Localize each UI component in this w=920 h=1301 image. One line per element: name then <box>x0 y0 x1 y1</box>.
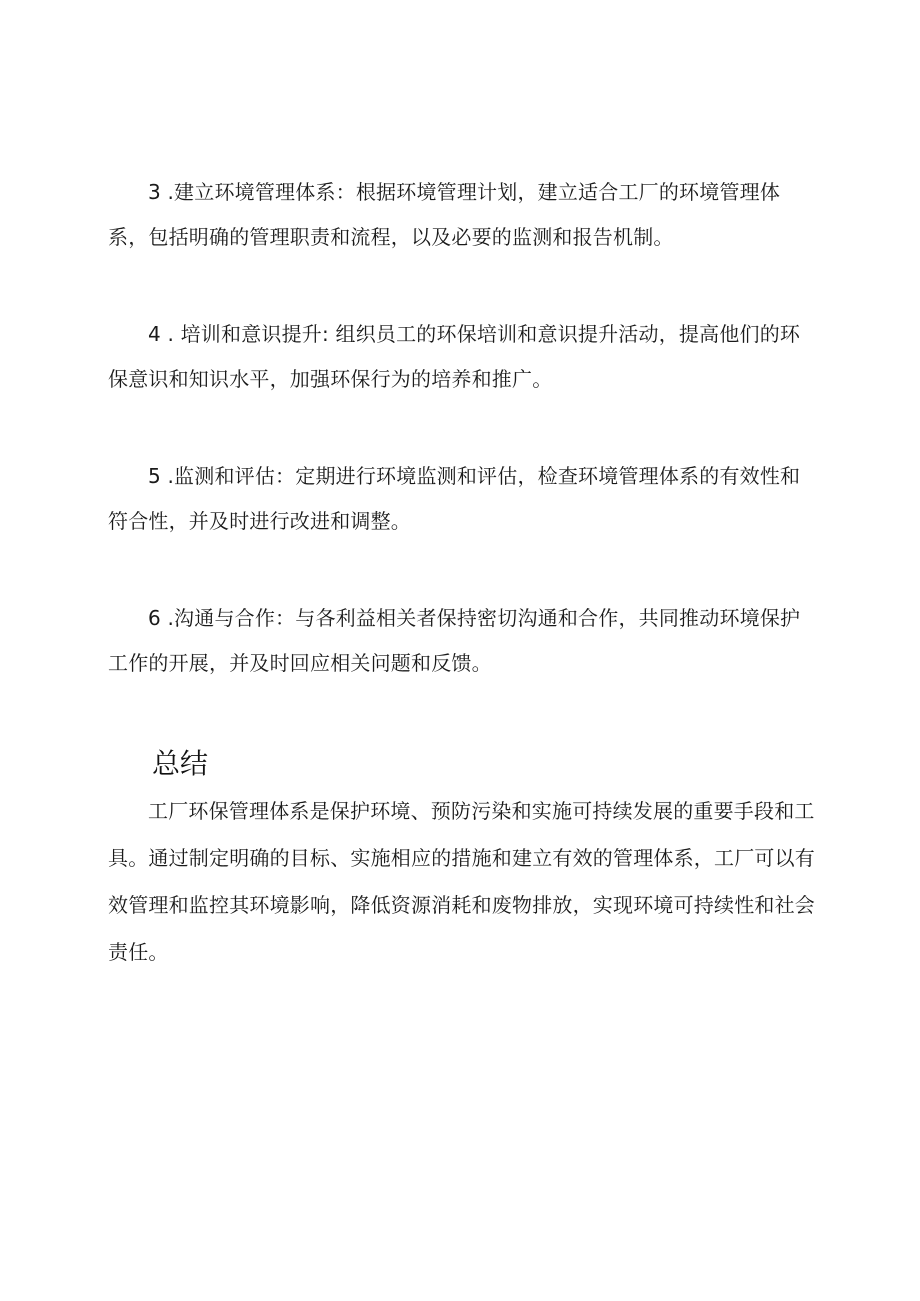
item-text: .建立环境管理体系：根据环境管理计划，建立适合工厂的环境管理体系，包括明确的管理职责和流程，以及必要的监测和报告机制。 <box>108 180 781 249</box>
item-number: 3 <box>148 180 161 204</box>
summary-paragraph: 工厂环保管理体系是保护环境、预防污染和实施可持续发展的重要手段和工具。通过制定明确的目标、实施相应的措施和建立有效的管理体系，工厂可以有效管理和监控其环境影响，降低资源消耗和废物排放，实现环境可持续性和社会责任。 <box>108 799 815 964</box>
item-number: 6 <box>148 606 161 630</box>
list-item-5 <box>108 454 818 544</box>
list-item-4 <box>108 312 818 402</box>
item-number: 4 <box>148 322 161 346</box>
summary-heading: 总结 <box>152 747 209 780</box>
item-text: .沟通与合作：与各利益相关者保持密切沟通和合作，共同推动环境保护工作的开展，并及时回应相关问题和反馈。 <box>108 606 801 675</box>
item-text: . 培训和意识提升: 组织员工的环保培训和意识提升活动，提高他们的环保意识和知识水平，加强环保行为的培养和推广。 <box>108 322 801 391</box>
list-item-3 <box>108 170 818 260</box>
item-number: 5 <box>148 464 161 488</box>
document-content <box>108 170 818 976</box>
item-text: .监测和评估：定期进行环境监测和评估，检查环境管理体系的有效性和符合性，并及时进行改进和调整。 <box>108 464 801 533</box>
list-item-6 <box>108 596 818 686</box>
